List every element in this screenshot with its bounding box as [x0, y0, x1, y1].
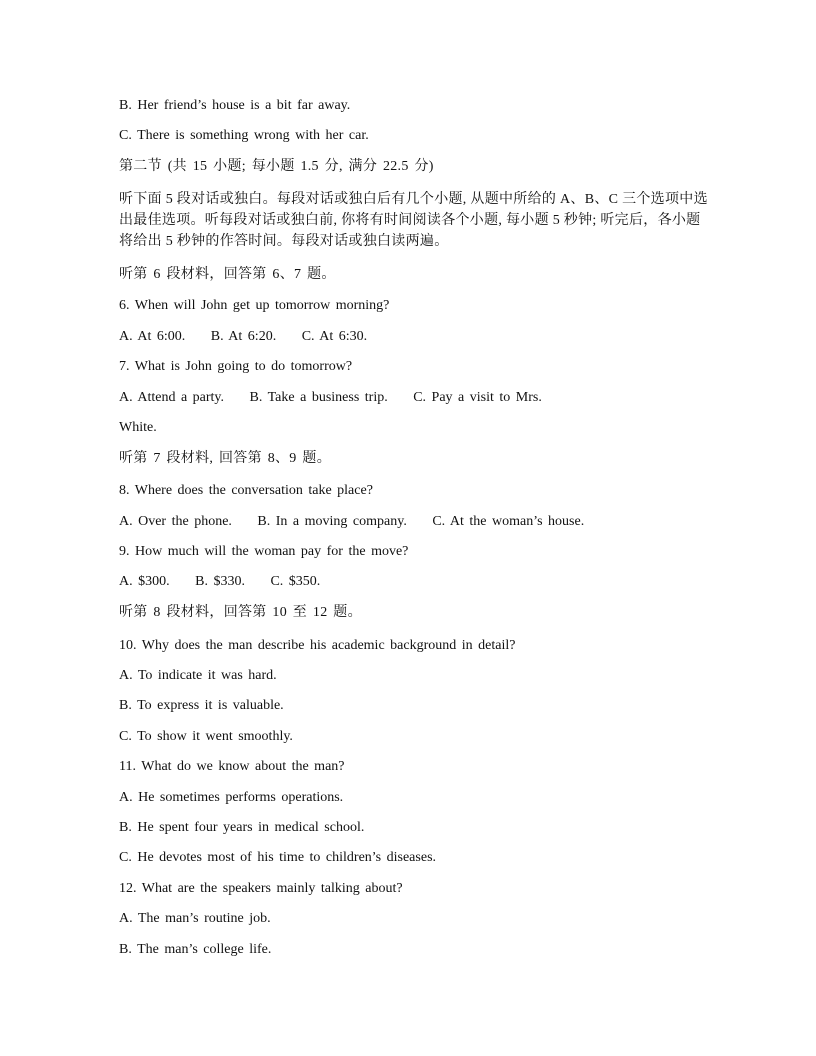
option-7c: C. Pay a visit to Mrs.: [413, 390, 542, 405]
material-7-heading: 听第 7 段材料, 回答第 8、9 题。: [119, 451, 331, 466]
option-5c: C. There is something wrong with her car.: [119, 128, 369, 143]
option-12a: A. The man’s routine job.: [119, 911, 271, 926]
option-7c-continued: White.: [119, 420, 157, 435]
question-6: 6. When will John get up tomorrow morning?: [119, 298, 390, 313]
option-10a: A. To indicate it was hard.: [119, 668, 277, 683]
option-6c: C. At 6:30.: [301, 329, 368, 344]
option-10c: C. To show it went smoothly.: [119, 729, 293, 744]
section-heading: 第二节 (共 15 小题; 每小题 1.5 分, 满分 22.5 分): [119, 159, 434, 174]
option-5b: B. Her friend’s house is a bit far away.: [119, 98, 351, 113]
option-11c: C. He devotes most of his time to children’s diseases.: [119, 850, 437, 865]
option-12b: B. The man’s college life.: [119, 942, 272, 957]
option-8a: A. Over the phone.: [119, 514, 232, 529]
option-6b: B. At 6:20.: [210, 329, 277, 344]
option-9c: C. $350.: [270, 574, 321, 589]
question-8-options: [119, 512, 606, 532]
question-9: 9. How much will the woman pay for the move?: [119, 544, 409, 559]
question-10: 10. Why does the man describe his academic background in detail?: [119, 638, 516, 653]
option-6a: A. At 6:00.: [119, 329, 186, 344]
question-6-options: [119, 327, 389, 347]
material-8-heading: 听第 8 段材料，回答第 10 至 12 题。: [119, 605, 362, 620]
option-11a: A. He sometimes performs operations.: [119, 790, 344, 805]
question-11: 11. What do we know about the man?: [119, 759, 345, 774]
instructions: 听下面 5 段对话或独白。每段对话或独白后有几个小题, 从题中所给的 A、B、C 三个选项中选出最佳选项。听每段对话或独白前, 你将有时间阅读各个小题, 每小题 5 秒钟; 听完后，各小题将给出 5 秒钟的作答时间。每段对话或独白读两遍。: [119, 192, 708, 249]
question-7-options: [119, 388, 564, 408]
question-7: 7. What is John going to do tomorrow?: [119, 359, 353, 374]
option-11b: B. He spent four years in medical school.: [119, 820, 365, 835]
option-9a: A. $300.: [119, 574, 170, 589]
option-9b: B. $330.: [195, 574, 245, 589]
material-6-heading: 听第 6 段材料，回答第 6、7 题。: [119, 267, 336, 282]
option-8b: B. In a moving company.: [257, 514, 407, 529]
option-8c: C. At the woman’s house.: [432, 514, 585, 529]
question-12: 12. What are the speakers mainly talking about?: [119, 881, 403, 896]
question-9-options: [119, 572, 342, 592]
option-7a: A. Attend a party.: [119, 390, 225, 405]
option-10b: B. To express it is valuable.: [119, 698, 284, 713]
question-8: 8. Where does the conversation take place?: [119, 483, 373, 498]
option-7b: B. Take a business trip.: [249, 390, 388, 405]
